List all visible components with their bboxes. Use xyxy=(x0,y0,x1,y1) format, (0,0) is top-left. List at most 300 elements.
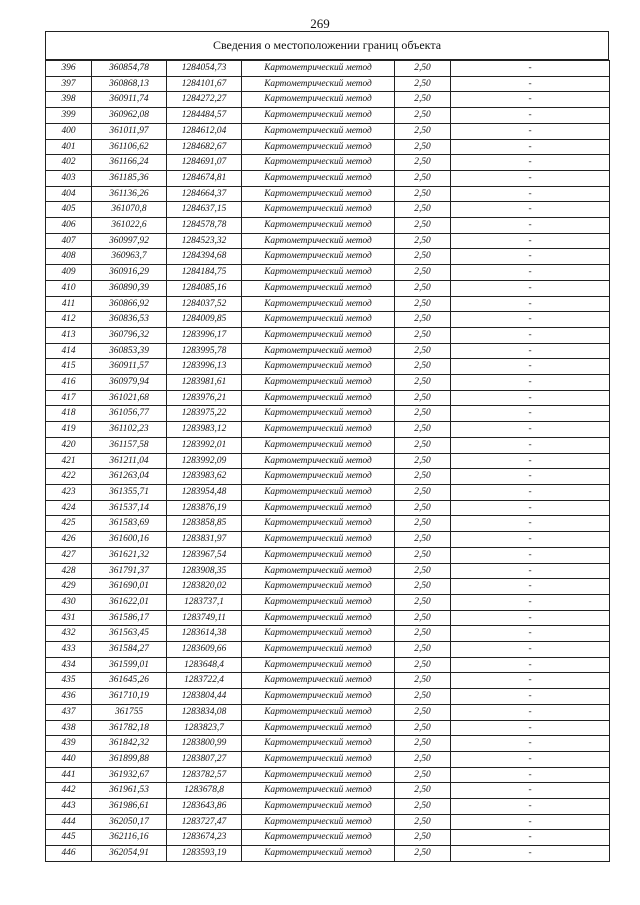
accuracy-cell: 2,50 xyxy=(395,123,451,139)
y-coordinate-cell: 1283820,02 xyxy=(167,579,242,595)
point-number-cell: 410 xyxy=(46,280,92,296)
y-coordinate-cell: 1283908,35 xyxy=(167,563,242,579)
point-number-cell: 409 xyxy=(46,265,92,281)
method-cell: Картометрический метод xyxy=(242,359,395,375)
table-row xyxy=(46,437,610,453)
accuracy-cell: 2,50 xyxy=(395,406,451,422)
point-number-cell: 416 xyxy=(46,375,92,391)
method-cell: Картометрический метод xyxy=(242,265,395,281)
point-number-cell: 440 xyxy=(46,751,92,767)
x-coordinate-cell: 361583,69 xyxy=(92,516,167,532)
table-row xyxy=(46,626,610,642)
point-number-cell: 433 xyxy=(46,642,92,658)
x-coordinate-cell: 361600,16 xyxy=(92,532,167,548)
description-cell: - xyxy=(451,532,610,548)
description-cell: - xyxy=(451,657,610,673)
x-coordinate-cell: 361622,01 xyxy=(92,594,167,610)
table-row xyxy=(46,767,610,783)
accuracy-cell: 2,50 xyxy=(395,375,451,391)
point-number-cell: 438 xyxy=(46,720,92,736)
x-coordinate-cell: 360997,92 xyxy=(92,233,167,249)
accuracy-cell: 2,50 xyxy=(395,453,451,469)
x-coordinate-cell: 361645,26 xyxy=(92,673,167,689)
table-row xyxy=(46,343,610,359)
method-cell: Картометрический метод xyxy=(242,751,395,767)
point-number-cell: 397 xyxy=(46,76,92,92)
description-cell: - xyxy=(451,202,610,218)
description-cell: - xyxy=(451,280,610,296)
x-coordinate-cell: 361022,6 xyxy=(92,218,167,234)
point-number-cell: 404 xyxy=(46,186,92,202)
x-coordinate-cell: 360866,92 xyxy=(92,296,167,312)
table-row xyxy=(46,736,610,752)
method-cell: Картометрический метод xyxy=(242,61,395,77)
point-number-cell: 423 xyxy=(46,484,92,500)
method-cell: Картометрический метод xyxy=(242,76,395,92)
description-cell: - xyxy=(451,626,610,642)
accuracy-cell: 2,50 xyxy=(395,218,451,234)
description-cell: - xyxy=(451,343,610,359)
point-number-cell: 429 xyxy=(46,579,92,595)
method-cell: Картометрический метод xyxy=(242,422,395,438)
method-cell: Картометрический метод xyxy=(242,673,395,689)
description-cell: - xyxy=(451,139,610,155)
point-number-cell: 401 xyxy=(46,139,92,155)
x-coordinate-cell: 361106,62 xyxy=(92,139,167,155)
x-coordinate-cell: 361755 xyxy=(92,704,167,720)
table-row xyxy=(46,830,610,846)
method-cell: Картометрический метод xyxy=(242,610,395,626)
x-coordinate-cell: 361621,32 xyxy=(92,547,167,563)
y-coordinate-cell: 1284037,52 xyxy=(167,296,242,312)
point-number-cell: 434 xyxy=(46,657,92,673)
table-row xyxy=(46,469,610,485)
table-row xyxy=(46,327,610,343)
y-coordinate-cell: 1284054,73 xyxy=(167,61,242,77)
accuracy-cell: 2,50 xyxy=(395,830,451,846)
table-row xyxy=(46,610,610,626)
method-cell: Картометрический метод xyxy=(242,296,395,312)
x-coordinate-cell: 361537,14 xyxy=(92,500,167,516)
accuracy-cell: 2,50 xyxy=(395,799,451,815)
description-cell: - xyxy=(451,155,610,171)
x-coordinate-cell: 361011,97 xyxy=(92,123,167,139)
y-coordinate-cell: 1284394,68 xyxy=(167,249,242,265)
description-cell: - xyxy=(451,830,610,846)
boundary-table-sheet xyxy=(45,31,609,862)
x-coordinate-cell: 361899,88 xyxy=(92,751,167,767)
y-coordinate-cell: 1283834,08 xyxy=(167,704,242,720)
y-coordinate-cell: 1283975,22 xyxy=(167,406,242,422)
description-cell: - xyxy=(451,61,610,77)
accuracy-cell: 2,50 xyxy=(395,343,451,359)
point-number-cell: 427 xyxy=(46,547,92,563)
table-row xyxy=(46,751,610,767)
accuracy-cell: 2,50 xyxy=(395,170,451,186)
x-coordinate-cell: 361166,24 xyxy=(92,155,167,171)
method-cell: Картометрический метод xyxy=(242,783,395,799)
method-cell: Картометрический метод xyxy=(242,767,395,783)
x-coordinate-cell: 360911,57 xyxy=(92,359,167,375)
table-row xyxy=(46,673,610,689)
x-coordinate-cell: 361185,36 xyxy=(92,170,167,186)
method-cell: Картометрический метод xyxy=(242,92,395,108)
table-row xyxy=(46,359,610,375)
x-coordinate-cell: 360868,13 xyxy=(92,76,167,92)
accuracy-cell: 2,50 xyxy=(395,280,451,296)
y-coordinate-cell: 1284578,78 xyxy=(167,218,242,234)
table-body xyxy=(46,61,610,862)
y-coordinate-cell: 1283967,54 xyxy=(167,547,242,563)
x-coordinate-cell: 361263,04 xyxy=(92,469,167,485)
table-row xyxy=(46,123,610,139)
table-row xyxy=(46,453,610,469)
table-row xyxy=(46,218,610,234)
description-cell: - xyxy=(451,327,610,343)
y-coordinate-cell: 1283737,1 xyxy=(167,594,242,610)
y-coordinate-cell: 1283727,47 xyxy=(167,814,242,830)
x-coordinate-cell: 361586,17 xyxy=(92,610,167,626)
y-coordinate-cell: 1283609,66 xyxy=(167,642,242,658)
method-cell: Картометрический метод xyxy=(242,202,395,218)
accuracy-cell: 2,50 xyxy=(395,751,451,767)
x-coordinate-cell: 361102,23 xyxy=(92,422,167,438)
y-coordinate-cell: 1283674,23 xyxy=(167,830,242,846)
accuracy-cell: 2,50 xyxy=(395,516,451,532)
accuracy-cell: 2,50 xyxy=(395,704,451,720)
method-cell: Картометрический метод xyxy=(242,155,395,171)
x-coordinate-cell: 360916,29 xyxy=(92,265,167,281)
x-coordinate-cell: 361932,67 xyxy=(92,767,167,783)
method-cell: Картометрический метод xyxy=(242,390,395,406)
point-number-cell: 428 xyxy=(46,563,92,579)
accuracy-cell: 2,50 xyxy=(395,547,451,563)
point-number-cell: 414 xyxy=(46,343,92,359)
accuracy-cell: 2,50 xyxy=(395,814,451,830)
table-row xyxy=(46,704,610,720)
accuracy-cell: 2,50 xyxy=(395,233,451,249)
table-row xyxy=(46,233,610,249)
point-number-cell: 411 xyxy=(46,296,92,312)
x-coordinate-cell: 360854,78 xyxy=(92,61,167,77)
y-coordinate-cell: 1283614,38 xyxy=(167,626,242,642)
accuracy-cell: 2,50 xyxy=(395,767,451,783)
x-coordinate-cell: 361710,19 xyxy=(92,689,167,705)
accuracy-cell: 2,50 xyxy=(395,642,451,658)
y-coordinate-cell: 1283981,61 xyxy=(167,375,242,391)
y-coordinate-cell: 1284682,67 xyxy=(167,139,242,155)
x-coordinate-cell: 360890,39 xyxy=(92,280,167,296)
method-cell: Картометрический метод xyxy=(242,437,395,453)
y-coordinate-cell: 1283992,01 xyxy=(167,437,242,453)
table-row xyxy=(46,186,610,202)
y-coordinate-cell: 1284101,67 xyxy=(167,76,242,92)
accuracy-cell: 2,50 xyxy=(395,720,451,736)
point-number-cell: 426 xyxy=(46,532,92,548)
description-cell: - xyxy=(451,76,610,92)
method-cell: Картометрический метод xyxy=(242,327,395,343)
method-cell: Картометрический метод xyxy=(242,406,395,422)
method-cell: Картометрический метод xyxy=(242,500,395,516)
y-coordinate-cell: 1283648,4 xyxy=(167,657,242,673)
table-row xyxy=(46,594,610,610)
method-cell: Картометрический метод xyxy=(242,830,395,846)
table-row xyxy=(46,390,610,406)
description-cell: - xyxy=(451,751,610,767)
method-cell: Картометрический метод xyxy=(242,123,395,139)
accuracy-cell: 2,50 xyxy=(395,689,451,705)
y-coordinate-cell: 1283996,13 xyxy=(167,359,242,375)
table-row xyxy=(46,500,610,516)
x-coordinate-cell: 360979,94 xyxy=(92,375,167,391)
description-cell: - xyxy=(451,218,610,234)
description-cell: - xyxy=(451,673,610,689)
method-cell: Картометрический метод xyxy=(242,139,395,155)
method-cell: Картометрический метод xyxy=(242,312,395,328)
method-cell: Картометрический метод xyxy=(242,170,395,186)
x-coordinate-cell: 361021,68 xyxy=(92,390,167,406)
accuracy-cell: 2,50 xyxy=(395,532,451,548)
description-cell: - xyxy=(451,720,610,736)
point-number-cell: 407 xyxy=(46,233,92,249)
description-cell: - xyxy=(451,783,610,799)
accuracy-cell: 2,50 xyxy=(395,76,451,92)
table-row xyxy=(46,61,610,77)
coordinates-table xyxy=(45,60,610,862)
description-cell: - xyxy=(451,123,610,139)
x-coordinate-cell: 360853,39 xyxy=(92,343,167,359)
point-number-cell: 403 xyxy=(46,170,92,186)
y-coordinate-cell: 1283995,78 xyxy=(167,343,242,359)
point-number-cell: 446 xyxy=(46,846,92,862)
description-cell: - xyxy=(451,469,610,485)
point-number-cell: 418 xyxy=(46,406,92,422)
table-row xyxy=(46,296,610,312)
description-cell: - xyxy=(451,594,610,610)
point-number-cell: 444 xyxy=(46,814,92,830)
x-coordinate-cell: 361355,71 xyxy=(92,484,167,500)
point-number-cell: 431 xyxy=(46,610,92,626)
method-cell: Картометрический метод xyxy=(242,689,395,705)
y-coordinate-cell: 1284674,81 xyxy=(167,170,242,186)
point-number-cell: 443 xyxy=(46,799,92,815)
accuracy-cell: 2,50 xyxy=(395,327,451,343)
point-number-cell: 400 xyxy=(46,123,92,139)
table-row xyxy=(46,642,610,658)
y-coordinate-cell: 1283823,7 xyxy=(167,720,242,736)
y-coordinate-cell: 1284184,75 xyxy=(167,265,242,281)
y-coordinate-cell: 1283983,12 xyxy=(167,422,242,438)
x-coordinate-cell: 360796,32 xyxy=(92,327,167,343)
point-number-cell: 402 xyxy=(46,155,92,171)
point-number-cell: 437 xyxy=(46,704,92,720)
description-cell: - xyxy=(451,610,610,626)
y-coordinate-cell: 1283807,27 xyxy=(167,751,242,767)
y-coordinate-cell: 1283593,19 xyxy=(167,846,242,862)
description-cell: - xyxy=(451,249,610,265)
y-coordinate-cell: 1283643,86 xyxy=(167,799,242,815)
x-coordinate-cell: 361136,26 xyxy=(92,186,167,202)
y-coordinate-cell: 1283996,17 xyxy=(167,327,242,343)
accuracy-cell: 2,50 xyxy=(395,202,451,218)
accuracy-cell: 2,50 xyxy=(395,155,451,171)
y-coordinate-cell: 1283954,48 xyxy=(167,484,242,500)
table-row xyxy=(46,92,610,108)
accuracy-cell: 2,50 xyxy=(395,249,451,265)
table-title: Сведения о местоположении границ объекта xyxy=(45,31,609,60)
description-cell: - xyxy=(451,689,610,705)
table-row xyxy=(46,547,610,563)
description-cell: - xyxy=(451,233,610,249)
table-row xyxy=(46,516,610,532)
y-coordinate-cell: 1283678,8 xyxy=(167,783,242,799)
accuracy-cell: 2,50 xyxy=(395,846,451,862)
method-cell: Картометрический метод xyxy=(242,814,395,830)
description-cell: - xyxy=(451,406,610,422)
accuracy-cell: 2,50 xyxy=(395,469,451,485)
description-cell: - xyxy=(451,422,610,438)
accuracy-cell: 2,50 xyxy=(395,61,451,77)
description-cell: - xyxy=(451,642,610,658)
accuracy-cell: 2,50 xyxy=(395,359,451,375)
table-row xyxy=(46,814,610,830)
point-number-cell: 421 xyxy=(46,453,92,469)
x-coordinate-cell: 362054,91 xyxy=(92,846,167,862)
table-row xyxy=(46,170,610,186)
table-row xyxy=(46,720,610,736)
point-number-cell: 417 xyxy=(46,390,92,406)
point-number-cell: 398 xyxy=(46,92,92,108)
table-row xyxy=(46,280,610,296)
description-cell: - xyxy=(451,767,610,783)
method-cell: Картометрический метод xyxy=(242,563,395,579)
table-row xyxy=(46,249,610,265)
y-coordinate-cell: 1283782,57 xyxy=(167,767,242,783)
y-coordinate-cell: 1283983,62 xyxy=(167,469,242,485)
accuracy-cell: 2,50 xyxy=(395,108,451,124)
description-cell: - xyxy=(451,170,610,186)
table-row xyxy=(46,155,610,171)
y-coordinate-cell: 1283992,09 xyxy=(167,453,242,469)
description-cell: - xyxy=(451,579,610,595)
method-cell: Картометрический метод xyxy=(242,579,395,595)
y-coordinate-cell: 1284523,32 xyxy=(167,233,242,249)
method-cell: Картометрический метод xyxy=(242,516,395,532)
table-row xyxy=(46,202,610,218)
method-cell: Картометрический метод xyxy=(242,799,395,815)
description-cell: - xyxy=(451,437,610,453)
x-coordinate-cell: 360962,08 xyxy=(92,108,167,124)
method-cell: Картометрический метод xyxy=(242,704,395,720)
accuracy-cell: 2,50 xyxy=(395,579,451,595)
point-number-cell: 435 xyxy=(46,673,92,689)
accuracy-cell: 2,50 xyxy=(395,265,451,281)
table-row xyxy=(46,689,610,705)
method-cell: Картометрический метод xyxy=(242,280,395,296)
description-cell: - xyxy=(451,375,610,391)
y-coordinate-cell: 1283749,11 xyxy=(167,610,242,626)
point-number-cell: 432 xyxy=(46,626,92,642)
point-number-cell: 399 xyxy=(46,108,92,124)
x-coordinate-cell: 360836,53 xyxy=(92,312,167,328)
method-cell: Картометрический метод xyxy=(242,233,395,249)
description-cell: - xyxy=(451,547,610,563)
point-number-cell: 406 xyxy=(46,218,92,234)
x-coordinate-cell: 361563,45 xyxy=(92,626,167,642)
description-cell: - xyxy=(451,359,610,375)
accuracy-cell: 2,50 xyxy=(395,736,451,752)
accuracy-cell: 2,50 xyxy=(395,484,451,500)
accuracy-cell: 2,50 xyxy=(395,673,451,689)
table-row xyxy=(46,422,610,438)
point-number-cell: 415 xyxy=(46,359,92,375)
point-number-cell: 441 xyxy=(46,767,92,783)
accuracy-cell: 2,50 xyxy=(395,92,451,108)
y-coordinate-cell: 1284272,27 xyxy=(167,92,242,108)
method-cell: Картометрический метод xyxy=(242,532,395,548)
method-cell: Картометрический метод xyxy=(242,594,395,610)
x-coordinate-cell: 361791,37 xyxy=(92,563,167,579)
point-number-cell: 419 xyxy=(46,422,92,438)
method-cell: Картометрический метод xyxy=(242,375,395,391)
accuracy-cell: 2,50 xyxy=(395,657,451,673)
x-coordinate-cell: 361842,32 xyxy=(92,736,167,752)
point-number-cell: 430 xyxy=(46,594,92,610)
x-coordinate-cell: 361070,8 xyxy=(92,202,167,218)
y-coordinate-cell: 1283976,21 xyxy=(167,390,242,406)
x-coordinate-cell: 361211,04 xyxy=(92,453,167,469)
point-number-cell: 424 xyxy=(46,500,92,516)
y-coordinate-cell: 1283858,85 xyxy=(167,516,242,532)
method-cell: Картометрический метод xyxy=(242,453,395,469)
x-coordinate-cell: 361961,53 xyxy=(92,783,167,799)
y-coordinate-cell: 1284664,37 xyxy=(167,186,242,202)
description-cell: - xyxy=(451,296,610,312)
x-coordinate-cell: 361782,18 xyxy=(92,720,167,736)
table-row xyxy=(46,563,610,579)
description-cell: - xyxy=(451,265,610,281)
accuracy-cell: 2,50 xyxy=(395,312,451,328)
method-cell: Картометрический метод xyxy=(242,108,395,124)
accuracy-cell: 2,50 xyxy=(395,422,451,438)
description-cell: - xyxy=(451,799,610,815)
method-cell: Картометрический метод xyxy=(242,626,395,642)
method-cell: Картометрический метод xyxy=(242,343,395,359)
description-cell: - xyxy=(451,704,610,720)
table-row xyxy=(46,579,610,595)
method-cell: Картометрический метод xyxy=(242,547,395,563)
accuracy-cell: 2,50 xyxy=(395,626,451,642)
y-coordinate-cell: 1283831,97 xyxy=(167,532,242,548)
table-row xyxy=(46,265,610,281)
x-coordinate-cell: 361157,58 xyxy=(92,437,167,453)
method-cell: Картометрический метод xyxy=(242,186,395,202)
x-coordinate-cell: 360911,74 xyxy=(92,92,167,108)
description-cell: - xyxy=(451,736,610,752)
table-row xyxy=(46,783,610,799)
method-cell: Картометрический метод xyxy=(242,846,395,862)
x-coordinate-cell: 361599,01 xyxy=(92,657,167,673)
method-cell: Картометрический метод xyxy=(242,642,395,658)
description-cell: - xyxy=(451,108,610,124)
y-coordinate-cell: 1284637,15 xyxy=(167,202,242,218)
point-number-cell: 413 xyxy=(46,327,92,343)
table-row xyxy=(46,76,610,92)
y-coordinate-cell: 1283800,99 xyxy=(167,736,242,752)
y-coordinate-cell: 1284009,85 xyxy=(167,312,242,328)
y-coordinate-cell: 1283722,4 xyxy=(167,673,242,689)
method-cell: Картометрический метод xyxy=(242,469,395,485)
